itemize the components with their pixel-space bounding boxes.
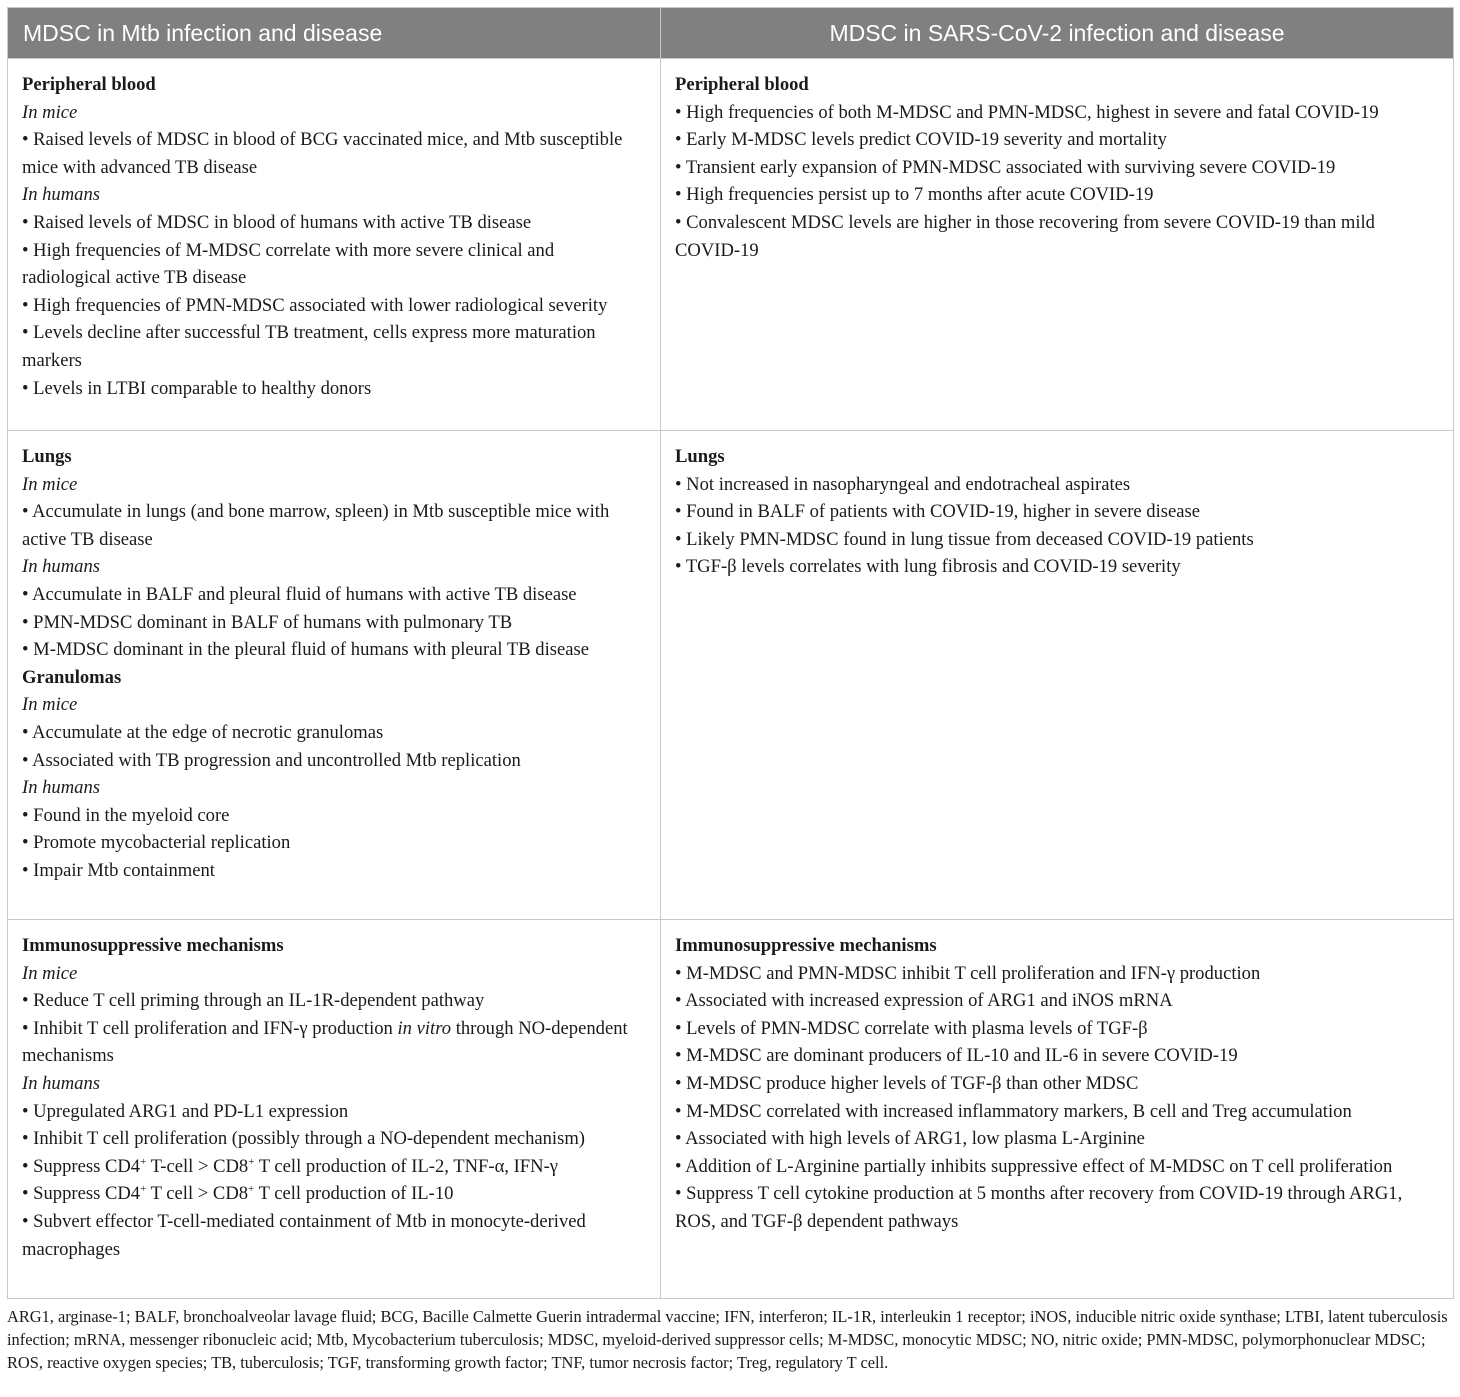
list-item: • Found in the myeloid core: [22, 804, 230, 826]
text-span: T cell production of IL-10: [254, 1183, 454, 1205]
table-body: [8, 59, 1454, 1299]
list-item: • Impair Mtb containment: [22, 859, 215, 881]
section-heading: Granulomas: [22, 666, 122, 688]
text-span: in vitro: [397, 1017, 452, 1039]
list-item: • Convalescent MDSC levels are higher in those recovering from severe COVID-19 than mild COVID-19: [675, 211, 1375, 261]
list-item: • Levels of PMN-MDSC correlate with plasma levels of TGF-β: [675, 1017, 1148, 1039]
subheading: In mice: [22, 962, 78, 984]
list-item: • M-MDSC produce higher levels of TGF-β than other MDSC: [675, 1072, 1139, 1094]
text-span: T-cell > CD8: [146, 1155, 249, 1177]
section-heading: Lungs: [675, 446, 725, 467]
table-footnote: ARG1, arginase-1; BALF, bronchoalveolar lavage fluid; BCG, Bacille Calmette Guerin intradermal vaccine; IFN, interferon; IL-1R, interleukin 1 receptor; iNOS, inducible nitric oxide synthase; LTBI, latent tuberculosis infection; mRNA, messenger ribonucleic acid; Mtb, Mycobacterium tuberculosis; MDSC, myeloid-derived suppressor cells; M-MDSC, monocytic MDSC; NO, nitric oxide; PMN-MDSC, polymorphonuclear MDSC; ROS, reactive oxygen species; TB, tuberculosis; TGF, transforming growth factor; TNF, tumor necrosis factor; Treg, regulatory T cell.: [7, 1307, 1448, 1372]
list-item: • M-MDSC correlated with increased inflammatory markers, B cell and Treg accumulation: [675, 1100, 1352, 1122]
text-span: T cell > CD8: [146, 1183, 249, 1205]
list-item: • M-MDSC are dominant producers of IL-10 and IL-6 in severe COVID-19: [675, 1045, 1238, 1067]
list-item: • M-MDSC dominant in the pleural fluid of humans with pleural TB disease: [22, 639, 590, 661]
cell-sars-lungs: [661, 431, 1454, 920]
list-item: • Associated with increased expression of ARG1 and iNOS mRNA: [675, 990, 1173, 1012]
superscript: +: [248, 1183, 255, 1196]
list-item: • High frequencies persist up to 7 months after acute COVID-19: [675, 184, 1154, 206]
cell-sars-peripheral-blood: [661, 59, 1454, 431]
header-row: [8, 8, 1454, 59]
subheading: In humans: [22, 556, 100, 578]
list-item: • Inhibit T cell proliferation (possibly through a NO-dependent mechanism): [22, 1128, 585, 1150]
list-item: • High frequencies of both M-MDSC and PMN-MDSC, highest in severe and fatal COVID-19: [675, 101, 1379, 123]
list-item: [22, 1015, 646, 1070]
list-item: • Reduce T cell priming through an IL-1R-dependent pathway: [22, 990, 485, 1012]
table-row-lungs: [8, 431, 1454, 920]
cell-sars-immunosuppressive: [661, 920, 1454, 1299]
mdsc-comparison-table: [7, 7, 1454, 1299]
list-item: • Found in BALF of patients with COVID-19, higher in severe disease: [675, 501, 1200, 523]
text-span: • Inhibit T cell proliferation and IFN-γ production: [22, 1017, 398, 1039]
header-sars-cov-2: MDSC in SARS-CoV-2 infection and disease: [661, 8, 1454, 59]
subheading: In mice: [22, 101, 78, 123]
list-item: • Accumulate in BALF and pleural fluid of humans with active TB disease: [22, 583, 577, 605]
superscript: +: [248, 1155, 255, 1168]
subheading: In humans: [22, 777, 100, 799]
cell-mtb-immunosuppressive: [8, 920, 661, 1299]
list-item: • Raised levels of MDSC in blood of BCG vaccinated mice, and Mtb susceptible mice with advanced TB disease: [22, 129, 623, 178]
superscript: +: [140, 1183, 147, 1196]
section-heading: Peripheral blood: [22, 74, 156, 95]
list-item: [22, 1153, 646, 1181]
table-header: [8, 8, 1454, 59]
list-item: • Levels decline after successful TB treatment, cells express more maturation markers: [22, 322, 596, 371]
list-item: • Accumulate at the edge of necrotic granulomas: [22, 721, 384, 743]
list-item: • Subvert effector T-cell-mediated containment of Mtb in monocyte-derived macrophages: [22, 1210, 586, 1260]
section-heading: Lungs: [22, 446, 72, 467]
subheading: In humans: [22, 184, 100, 206]
list-item: • Raised levels of MDSC in blood of humans with active TB disease: [22, 211, 532, 233]
text-span: T cell production of IL-2, TNF-α, IFN-γ: [254, 1155, 558, 1177]
list-item: • Promote mycobacterial replication: [22, 832, 291, 854]
subheading: In mice: [22, 694, 78, 716]
list-item: [22, 1180, 646, 1208]
list-item: • Upregulated ARG1 and PD-L1 expression: [22, 1100, 349, 1122]
list-item: • Levels in LTBI comparable to healthy donors: [22, 377, 372, 399]
list-item: • Transient early expansion of PMN-MDSC associated with surviving severe COVID-19: [675, 156, 1336, 178]
text-span: through NO-dependent mechanisms: [22, 1017, 628, 1067]
list-item: • Not increased in nasopharyngeal and endotracheal aspirates: [675, 473, 1131, 495]
cell-mtb-lungs: [8, 431, 661, 920]
list-item: • Accumulate in lungs (and bone marrow, spleen) in Mtb susceptible mice with active TB disease: [22, 501, 610, 550]
section-heading: Peripheral blood: [675, 74, 809, 95]
list-item: • Early M-MDSC levels predict COVID-19 severity and mortality: [675, 129, 1167, 151]
list-item: • Addition of L-Arginine partially inhibits suppressive effect of M-MDSC on T cell proliferation: [675, 1155, 1393, 1177]
cell-mtb-peripheral-blood: [8, 59, 661, 431]
list-item: • PMN-MDSC dominant in BALF of humans with pulmonary TB: [22, 611, 513, 633]
table-row-immunosuppressive: [8, 920, 1454, 1299]
subheading: In mice: [22, 473, 78, 495]
section-heading: Immunosuppressive mechanisms: [22, 935, 284, 956]
list-item: • High frequencies of PMN-MDSC associated with lower radiological severity: [22, 294, 608, 316]
header-mtb: MDSC in Mtb infection and disease: [8, 8, 661, 59]
section-heading: Immunosuppressive mechanisms: [675, 935, 937, 956]
list-item: • Associated with high levels of ARG1, low plasma L-Arginine: [675, 1128, 1145, 1150]
list-item: • Suppress T cell cytokine production at 5 months after recovery from COVID-19 through ARG1, ROS, and TGF-β dependent pathways: [675, 1183, 1403, 1232]
list-item: • M-MDSC and PMN-MDSC inhibit T cell proliferation and IFN-γ production: [675, 962, 1261, 984]
superscript: +: [140, 1155, 147, 1168]
subheading: In humans: [22, 1072, 100, 1094]
list-item: • Associated with TB progression and uncontrolled Mtb replication: [22, 749, 521, 771]
document-page: [7, 7, 1453, 1374]
table-row-peripheral-blood: [8, 59, 1454, 431]
text-span: • Suppress CD4: [22, 1155, 141, 1177]
list-item: • Likely PMN-MDSC found in lung tissue from deceased COVID-19 patients: [675, 528, 1254, 550]
list-item: • High frequencies of M-MDSC correlate with more severe clinical and radiological active TB disease: [22, 239, 555, 289]
list-item: • TGF-β levels correlates with lung fibrosis and COVID-19 severity: [675, 556, 1181, 578]
text-span: • Suppress CD4: [22, 1183, 141, 1205]
